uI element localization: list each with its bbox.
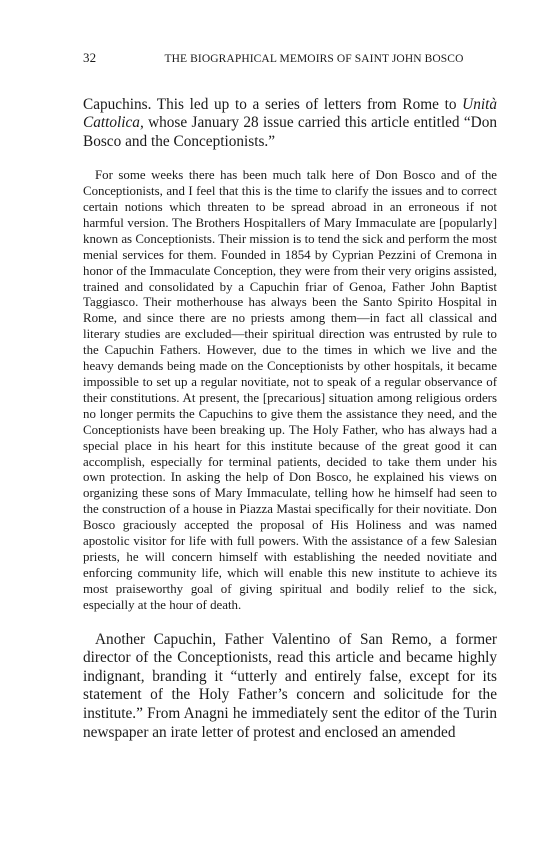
quoted-article-text: For some weeks there has been much talk here of Don Bosco and of the Conceptionists, and I feel that this is the time to clarify the issues and to correct certain notions which threaten to be spread abroad in an erroneous if not harmful version. The Brothers Hospitallers of Mary Immaculate are [popularly] known as Conceptionists. Their mission is to tend the sick and perform the most menial services for them. Founded in 1854 by Cyprian Pezzini of Cremona in honor of the Immaculate Conception, they were from their very origins assisted, trained and consolidated by a Capuchin friar of Genoa, Father John Baptist Taggiasco. Their motherhouse has always been the Santo Spirito Hospital in Rome, and since there are no priests among them—in fact all classical and literary studies are excluded—their spiritual direction was entrusted by rule to the Capuchin Fathers. However, due to the times in which we live and the heavy demands being made on the Conceptionists by other hospitals, it became impossible to set up a regular novitiate, not to speak of a regular observance of their constitutions. At present, the [precarious] situation among religious orders no longer permits the Capuchins to give them the assistance they need, and the Conceptionists have been breaking up. The Holy Father, who has always had a special place in his heart for this institute because of the great good it can accomplish, especially for terminal patients, decided to take them under his own protection. In asking the help of Don Bosco, he explained his views on organizing these sons of Mary Immaculate, telling how he himself had seen to the construction of a house in Piazza Mastai specifically for their novitiate. Don Bosco graciously accepted the proposal of His Holiness and was named apostolic visitor for life with full powers. With the assistance of a few Salesian priests, he will concern himself with establishing the needed novitiate and enforcing community life, which will enable this new institute to achieve its most praiseworthy goal of giving spiritual and bodily relief to the sick, especially at the hour of death. [83,168,497,612]
running-head: THE BIOGRAPHICAL MEMOIRS OF SAINT JOHN BOSCO [164,53,464,65]
body-paragraph [83,631,497,743]
intro-text-after: whose January 28 issue carried this article entitled “Don Bosco and the Conceptionists.” [83,114,497,150]
body-paragraph-text: Another Capuchin, Father Valentino of San Remo, a former director of the Conceptionists, read this article and became highly indignant, branding it “utterly and entirely false, except for its statement of the Holy Father’s concern and solicitude for the institute.” From Anagni he immediately sent the editor of the Turin newspaper an irate letter of protest and enclosed an amended [83,630,497,741]
page-header [83,50,497,70]
intro-paragraph [83,96,497,151]
book-page [83,50,497,742]
quoted-article [83,168,497,613]
page-number: 32 [83,50,97,65]
newspaper-title: Unità Cattolica, [83,96,497,132]
intro-text-before: Capuchins. This led up to a series of letters from Rome to [83,96,463,113]
